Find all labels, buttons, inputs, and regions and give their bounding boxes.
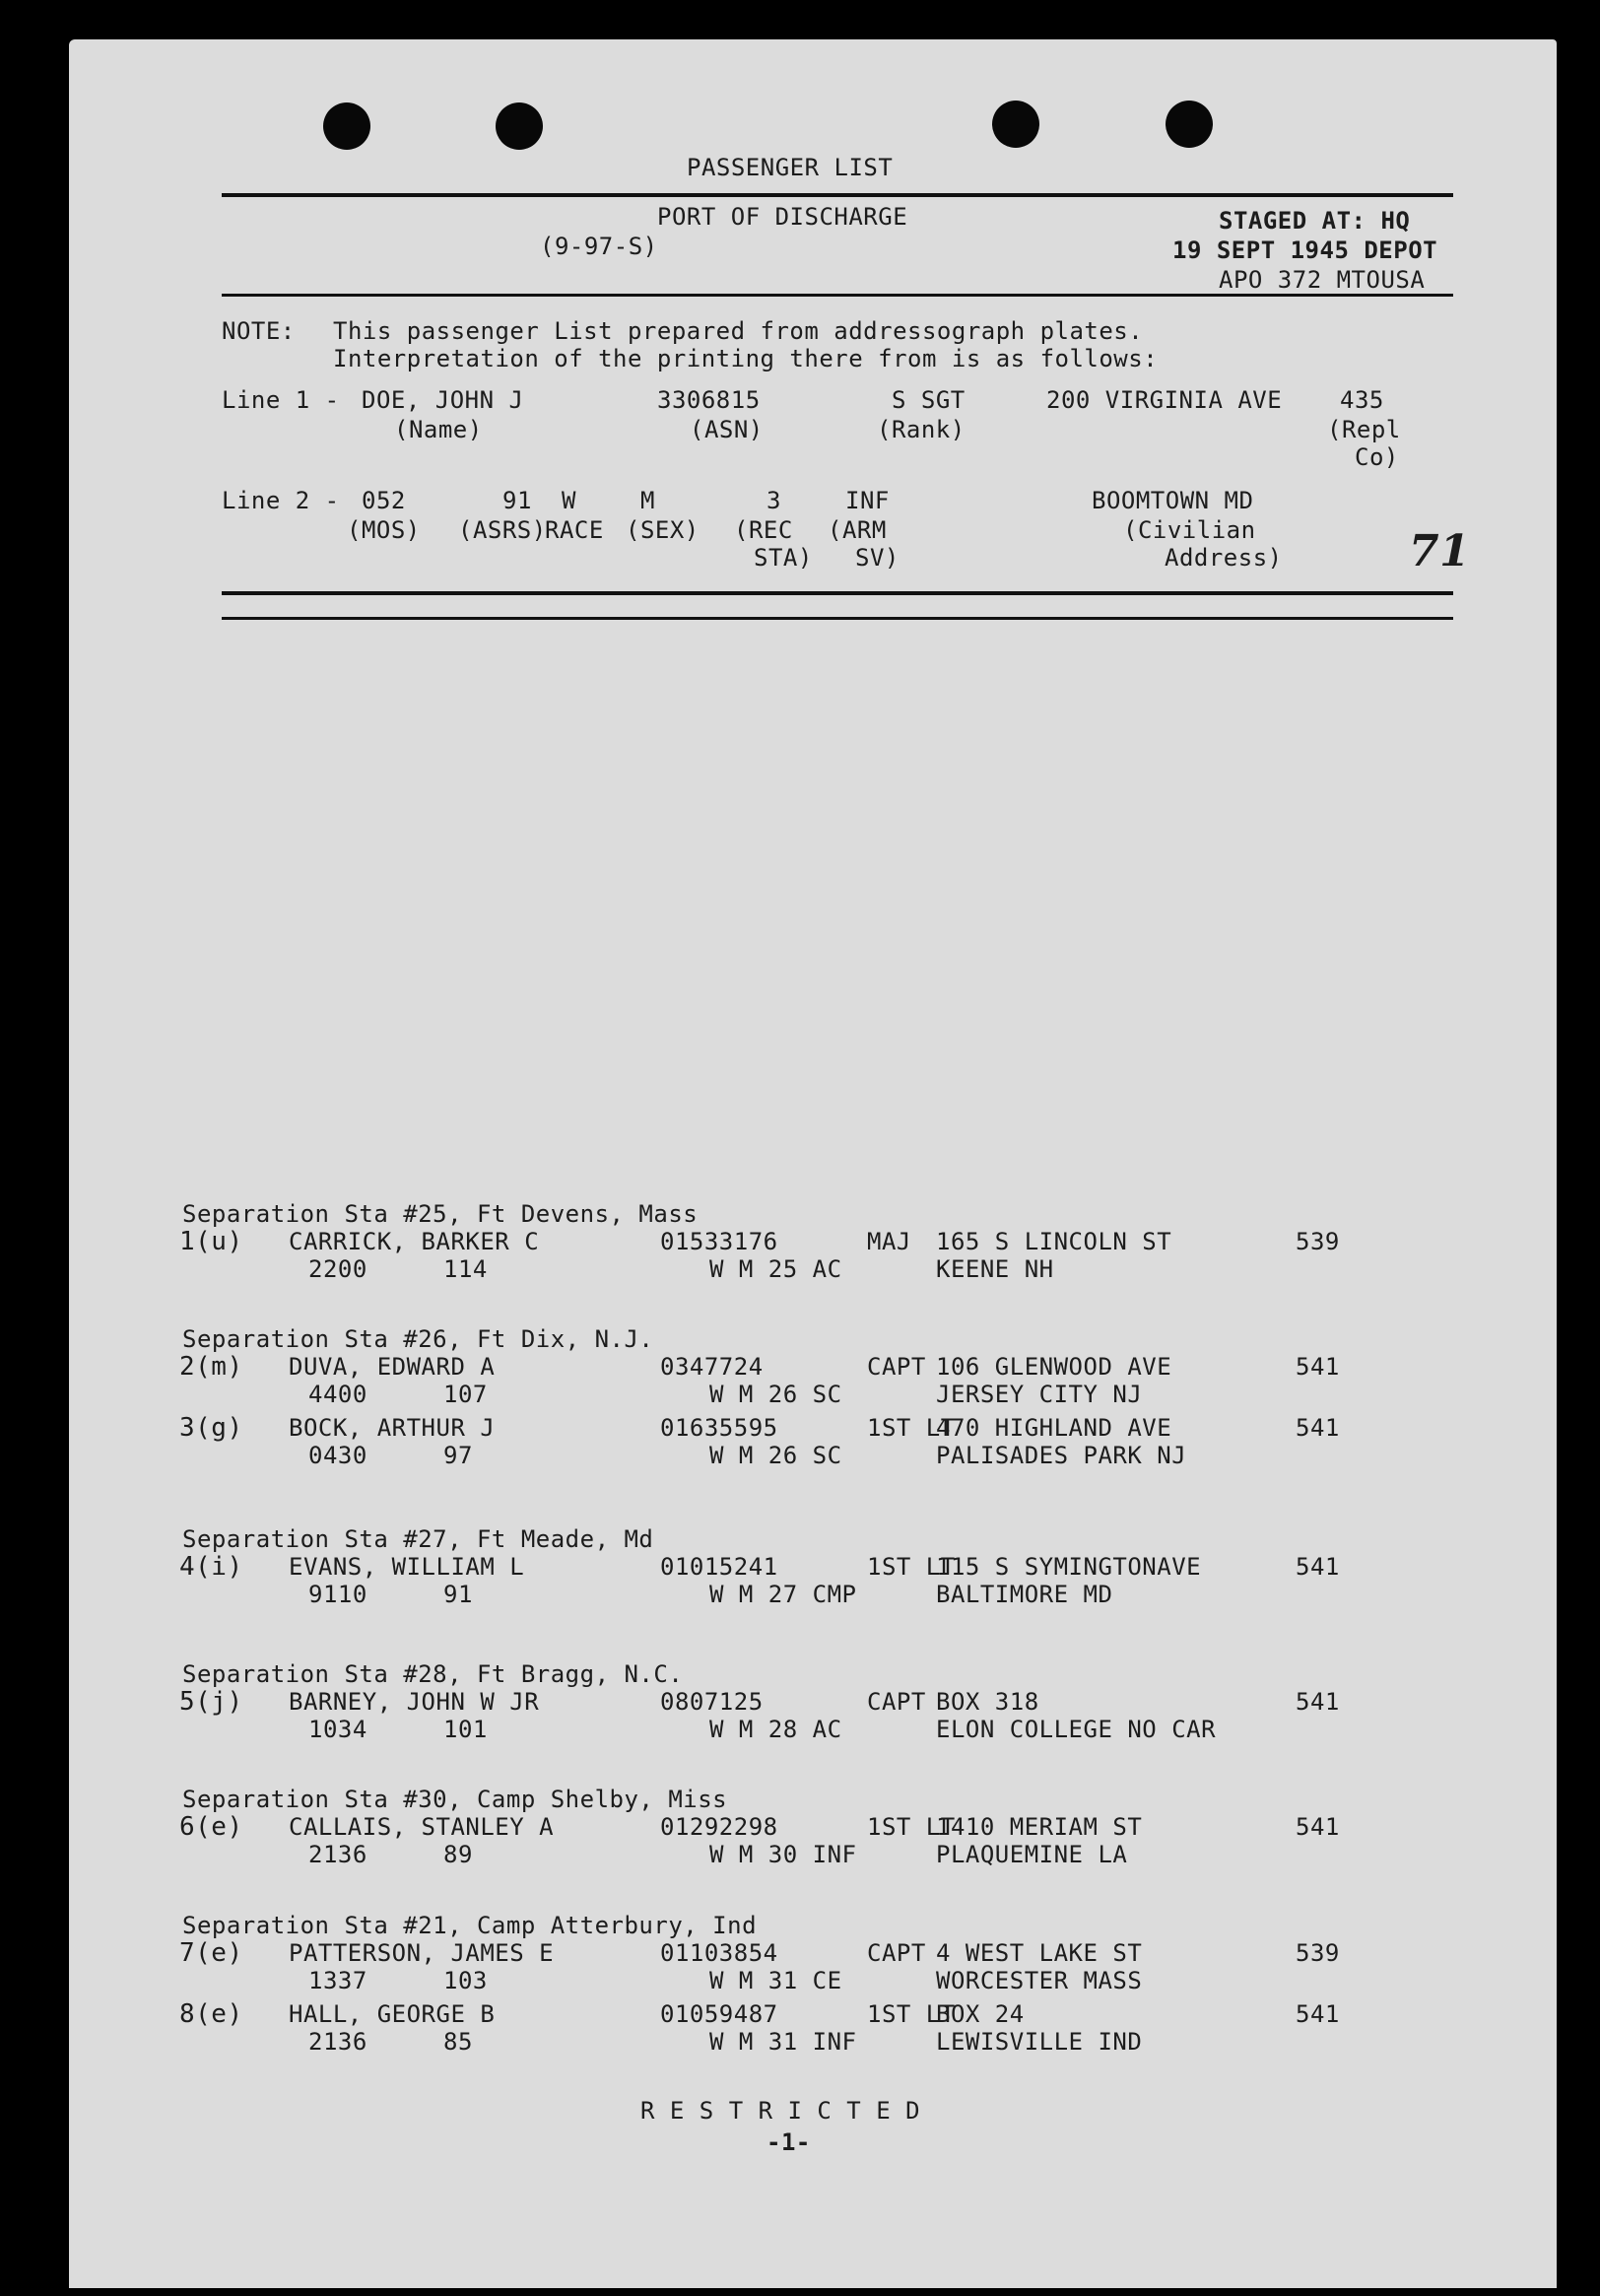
passenger-asn: 01103854 — [660, 1939, 778, 1967]
replacement-company: 541 — [1296, 1813, 1340, 1841]
legend-line1-rank-caption: (Rank) — [877, 416, 966, 443]
passenger-address-city: ELON COLLEGE NO CAR — [936, 1716, 1217, 1743]
document-title: PASSENGER LIST — [687, 154, 894, 181]
entry-number: 5(j) — [179, 1687, 243, 1717]
legend-line2-sex-caption: (SEX) — [626, 516, 700, 544]
classification-restricted: R E S T R I C T E D — [640, 2097, 921, 2125]
passenger-asn: 0807125 — [660, 1688, 764, 1716]
legend-line2-rec: 3 — [767, 487, 781, 514]
legend-line1-co-caption-2: Co) — [1355, 443, 1399, 471]
passenger-address-street: BOX 24 — [936, 2000, 1025, 2028]
legend-line2-sex: M — [640, 487, 655, 514]
passenger-race-sex-sta-arm: W M 30 INF — [709, 1841, 857, 1868]
passenger-asn: 01292298 — [660, 1813, 778, 1841]
passenger-address-city: BALTIMORE MD — [936, 1581, 1113, 1608]
legend-line2-rec-caption-2: STA) — [754, 544, 813, 572]
passenger-race-sex-sta-arm: W M 27 CMP — [709, 1581, 857, 1608]
section-title: Separation Sta #21, Camp Atterbury, Ind — [182, 1912, 758, 1939]
passenger-name: CALLAIS, STANLEY A — [289, 1813, 555, 1841]
passenger-race-sex-sta-arm: W M 26 SC — [709, 1442, 842, 1469]
section-title: Separation Sta #25, Ft Devens, Mass — [182, 1200, 699, 1228]
passenger-address-city: KEENE NH — [936, 1255, 1054, 1283]
replacement-company: 539 — [1296, 1228, 1340, 1255]
passenger-address-street: BOX 318 — [936, 1688, 1039, 1716]
passenger-address-street: 470 HIGHLAND AVE — [936, 1414, 1172, 1442]
passenger-asrs: 101 — [443, 1716, 488, 1743]
passenger-asrs: 103 — [443, 1967, 488, 1994]
passenger-mos: 1337 — [308, 1967, 367, 1994]
passenger-address-street: 115 S SYMINGTONAVE — [936, 1553, 1202, 1581]
legend-line2-race: W — [562, 487, 576, 514]
passenger-mos: 0430 — [308, 1442, 367, 1469]
punch-hole — [323, 102, 370, 150]
replacement-company: 541 — [1296, 1553, 1340, 1581]
legend-line1-asn-caption: (ASN) — [690, 416, 764, 443]
passenger-race-sex-sta-arm: W M 31 CE — [709, 1967, 842, 1994]
punch-hole — [496, 102, 543, 150]
passenger-rank: 1ST LT — [867, 2000, 956, 2028]
legend-line2-label: Line 2 - — [222, 487, 340, 514]
legend-rule-2 — [222, 617, 1453, 620]
legend-line2-asrs-caption: (ASRS) — [458, 516, 547, 544]
legend-line2-city-caption-1: (Civilian — [1123, 516, 1256, 544]
passenger-name: CARRICK, BARKER C — [289, 1228, 540, 1255]
note-text-1: This passenger List prepared from addressograph plates. — [333, 317, 1144, 345]
note-label: NOTE: — [222, 317, 296, 345]
passenger-address-street: 165 S LINCOLN ST — [936, 1228, 1172, 1255]
entry-number: 2(m) — [179, 1352, 243, 1382]
note-text-2: Interpretation of the printing there from is as follows: — [333, 345, 1159, 372]
passenger-race-sex-sta-arm: W M 28 AC — [709, 1716, 842, 1743]
passenger-rank: CAPT — [867, 1353, 926, 1381]
passenger-race-sex-sta-arm: W M 25 AC — [709, 1255, 842, 1283]
staged-at-line1: STAGED AT: HQ — [1219, 207, 1411, 235]
legend-line2-race-caption: RACE — [545, 516, 604, 544]
passenger-mos: 4400 — [308, 1381, 367, 1408]
handwritten-number: 71 — [1409, 526, 1471, 576]
passenger-asn: 01015241 — [660, 1553, 778, 1581]
passenger-rank: 1ST LT — [867, 1414, 956, 1442]
passenger-address-street: 1410 MERIAM ST — [936, 1813, 1143, 1841]
passenger-rank: 1ST LT — [867, 1553, 956, 1581]
replacement-company: 539 — [1296, 1939, 1340, 1967]
legend-line1-name-caption: (Name) — [394, 416, 483, 443]
legend-line2-arm: INF — [845, 487, 890, 514]
legend-line1-co: 435 — [1340, 386, 1384, 414]
header-rule-bottom — [222, 294, 1453, 297]
punch-hole — [992, 101, 1039, 148]
legend-line2-rec-caption-1: (REC — [734, 516, 793, 544]
entry-number: 4(i) — [179, 1552, 243, 1582]
legend-line2-arm-caption-1: (ARM — [828, 516, 887, 544]
passenger-mos: 9110 — [308, 1581, 367, 1608]
passenger-race-sex-sta-arm: W M 26 SC — [709, 1381, 842, 1408]
legend-line2-mos-caption: (MOS) — [347, 516, 421, 544]
punch-hole — [1166, 101, 1213, 148]
legend-line1-rank: S SGT — [892, 386, 966, 414]
passenger-rank: CAPT — [867, 1939, 926, 1967]
legend-line1-label: Line 1 - — [222, 386, 340, 414]
legend-line2-asrs: 91 — [502, 487, 532, 514]
replacement-company: 541 — [1296, 1688, 1340, 1716]
passenger-address-city: WORCESTER MASS — [936, 1967, 1143, 1994]
legend-line1-name: DOE, JOHN J — [362, 386, 524, 414]
passenger-asn: 01059487 — [660, 2000, 778, 2028]
entry-number: 7(e) — [179, 1938, 243, 1968]
entry-number: 3(g) — [179, 1413, 243, 1443]
passenger-asn: 01635595 — [660, 1414, 778, 1442]
entry-number: 6(e) — [179, 1812, 243, 1842]
passenger-mos: 2136 — [308, 2028, 367, 2056]
passenger-address-street: 106 GLENWOOD AVE — [936, 1353, 1172, 1381]
passenger-rank: CAPT — [867, 1688, 926, 1716]
passenger-address-street: 4 WEST LAKE ST — [936, 1939, 1143, 1967]
passenger-asrs: 107 — [443, 1381, 488, 1408]
passenger-mos: 2136 — [308, 1841, 367, 1868]
legend-line2-mos: 052 — [362, 487, 406, 514]
passenger-race-sex-sta-arm: W M 31 INF — [709, 2028, 857, 2056]
passenger-address-city: JERSEY CITY NJ — [936, 1381, 1143, 1408]
passenger-name: BARNEY, JOHN W JR — [289, 1688, 540, 1716]
passenger-asrs: 85 — [443, 2028, 473, 2056]
passenger-address-city: LEWISVILLE IND — [936, 2028, 1143, 2056]
passenger-rank: MAJ — [867, 1228, 911, 1255]
legend-line1-asn: 3306815 — [657, 386, 761, 414]
passenger-name: PATTERSON, JAMES E — [289, 1939, 555, 1967]
passenger-name: DUVA, EDWARD A — [289, 1353, 496, 1381]
replacement-company: 541 — [1296, 1353, 1340, 1381]
passenger-asrs: 97 — [443, 1442, 473, 1469]
passenger-asrs: 114 — [443, 1255, 488, 1283]
staged-at-line3: APO 372 MTOUSA — [1219, 266, 1426, 294]
legend-line2-arm-caption-2: SV) — [855, 544, 900, 572]
staged-at-line2: 19 SEPT 1945 DEPOT — [1172, 236, 1438, 264]
passenger-address-city: PLAQUEMINE LA — [936, 1841, 1128, 1868]
section-title: Separation Sta #27, Ft Meade, Md — [182, 1525, 654, 1553]
passenger-rank: 1ST LT — [867, 1813, 956, 1841]
passenger-name: EVANS, WILLIAM L — [289, 1553, 525, 1581]
passenger-asn: 0347724 — [660, 1353, 764, 1381]
passenger-name: BOCK, ARTHUR J — [289, 1414, 496, 1442]
legend-line2-city-caption-2: Address) — [1165, 544, 1283, 572]
legend-line1-co-caption-1: (Repl — [1327, 416, 1401, 443]
passenger-asn: 01533176 — [660, 1228, 778, 1255]
legend-line1-address: 200 VIRGINIA AVE — [1046, 386, 1283, 414]
header-rule-top — [222, 193, 1453, 197]
section-title: Separation Sta #26, Ft Dix, N.J. — [182, 1325, 654, 1353]
legend-rule-1 — [222, 591, 1453, 595]
entry-number: 8(e) — [179, 1999, 243, 2029]
replacement-company: 541 — [1296, 1414, 1340, 1442]
page-number: -1- — [767, 2128, 811, 2156]
passenger-name: HALL, GEORGE B — [289, 2000, 496, 2028]
port-of-discharge: PORT OF DISCHARGE — [657, 203, 908, 231]
entry-number: 1(u) — [179, 1227, 243, 1256]
passenger-asrs: 91 — [443, 1581, 473, 1608]
port-code: (9-97-S) — [540, 233, 658, 260]
passenger-mos: 1034 — [308, 1716, 367, 1743]
passenger-mos: 2200 — [308, 1255, 367, 1283]
legend-line2-city: BOOMTOWN MD — [1092, 487, 1254, 514]
passenger-asrs: 89 — [443, 1841, 473, 1868]
section-title: Separation Sta #30, Camp Shelby, Miss — [182, 1786, 728, 1813]
section-title: Separation Sta #28, Ft Bragg, N.C. — [182, 1660, 684, 1688]
replacement-company: 541 — [1296, 2000, 1340, 2028]
passenger-address-city: PALISADES PARK NJ — [936, 1442, 1187, 1469]
